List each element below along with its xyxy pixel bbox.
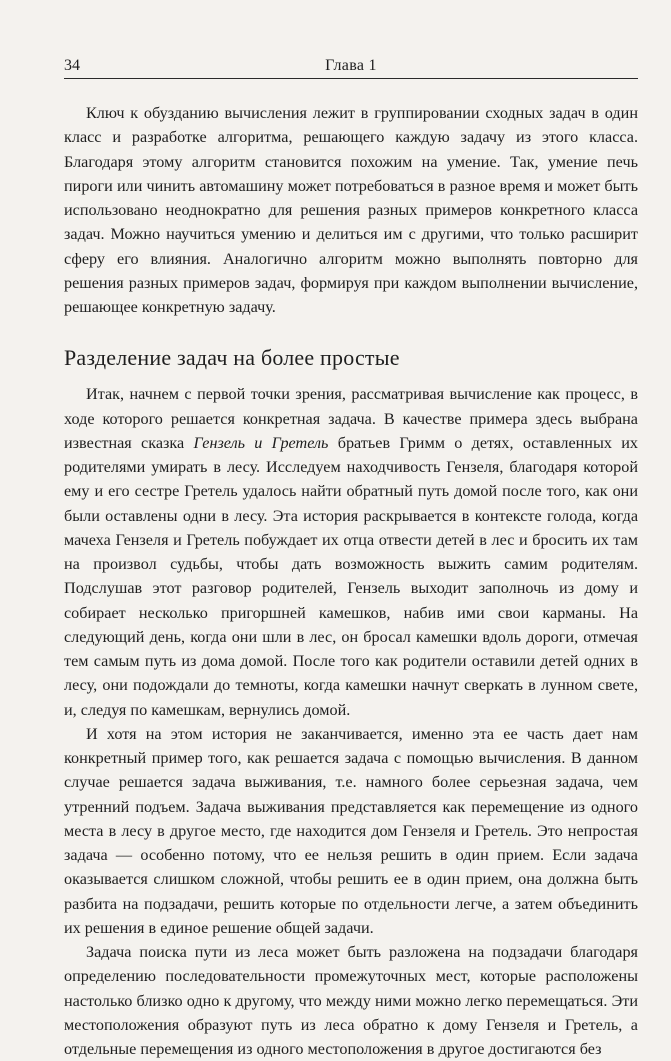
paragraph-1: Ключ к обузданию вычисления лежит в группировании сходных задач в один класс и разработке алгоритма, решающего каждую задачу из этого класса. Благодаря этому алгоритм становится похожим на умение. Так, умение печь пироги или чинить автомашину может потребоваться в разное время и может быть использовано неоднократно для решения разных примеров конкретного класса задач. Можно научиться умению и делиться им с другими, что только расширит сферу его влияния. Аналогично алгоритм можно выполнять повторно для решения разных примеров задач, формируя при каждом выполнении вычисление, решающее конкретную задачу.: [64, 104, 638, 316]
chapter-title: Глава 1: [325, 57, 377, 74]
paragraph-4: Задача поиска пути из леса может быть разложена на подзадачи благодаря определению последовательности промежуточных мест, которые расположены настолько близко одно к другому, что между ними можно легко перемещаться. Эти местоположения образуют путь из леса обратно к дому Гензеля и Гретель, а отдельные перемещения из одного местоположения в другое достигаются без: [64, 943, 638, 1058]
page-number: 34: [64, 57, 80, 74]
book-page: [64, 56, 638, 1061]
section-heading: Разделение задач на более простые: [64, 345, 400, 371]
body-text: [64, 101, 638, 1061]
paragraph-2-end: братьев Гримм о детях, оставленных их родителями умирать в лесу. Исследуем находчивость Гензеля, благодаря которой ему и его сестре Гретель удалось найти обратный путь домой после того, как они были оставлены одни в лесу. Эта история раскрывается в контексте голода, когда мачеха Гензеля и Гретель побуждает их отца отвести детей в лес и бросить их там на произвол судьбы, чтобы дать возможность выжить самим родителям. Подслушав этот разговор родителей, Гензель выходит заполночь из дому и собирает несколько пригоршней камешков, набив ими свои карманы. На следующий день, когда они шли в лес, он бросал камешки вдоль дороги, отмечая тем самым путь из дома домой. После того как родители оставили детей одних в лесу, они подождали до темноты, когда камешки начнут сверкать в лунном свете, и, следуя по камешкам, вернулись домой.: [64, 433, 638, 719]
paragraph-2: [64, 382, 638, 722]
paragraph-3: И хотя на этом история не заканчивается, именно эта ее часть дает нам конкретный пример того, как решается задача с помощью вычисления. В данном случае решается задача выживания, т.е. намного более серьезная задача, чем утренний подъем. Задача выживания представляется как перемещение из одного места в лесу в другое место, где находится дом Гензеля и Гретель. Это непростая задача — особенно потому, что ее нельзя решить в один прием. Если задача оказывается слишком сложной, чтобы решить ее в один прием, она должна быть разбита на подзадачи, решить которые по отдельности легче, а затем объединить их решения в единое решение общей задачи.: [64, 724, 638, 937]
paragraph-2-start: Итак, начнем с первой точки зрения, рассматривая вычисление как процесс, в ходе которого решается конкретная задача. В качестве примера здесь выбрана известная сказка: [64, 385, 638, 452]
book-title: Гензель и Гретель: [193, 433, 329, 452]
running-header: [64, 56, 638, 79]
